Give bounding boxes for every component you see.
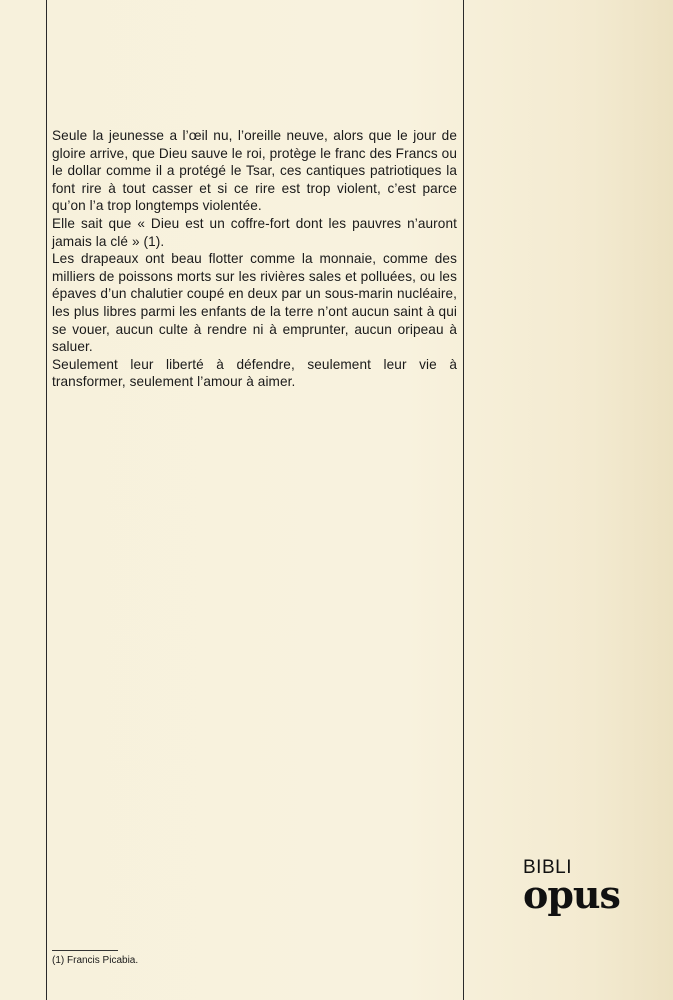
publisher-logo — [523, 857, 643, 917]
left-margin-rule — [46, 0, 47, 1000]
footnote: (1) Francis Picabia. — [52, 955, 139, 966]
paragraph-4: Seulement leur liberté à défendre, seulement leur vie à transformer, seulement l’amour à aimer. — [52, 356, 457, 390]
right-column-rule — [463, 0, 464, 1000]
footnote-divider — [52, 950, 118, 951]
paragraph-3: Les drapeaux ont beau flotter comme la monnaie, comme des milliers de poissons morts sur les rivières sales et polluées, ou les épaves d’un chalutier coupé en deux par un sous-marin nucléaire, les plus libres parmi les enfants de la terre n’ont aucun saint à qui se vouer, aucun culte à rendre ni à emprunter, aucun oripeau à saluer. — [52, 251, 457, 355]
logo-line-bibli: BIBLI — [523, 857, 572, 878]
paragraph-2: Elle sait que « Dieu est un coffre-fort dont les pauvres n’auront jamais la clé » (1). — [52, 215, 457, 249]
paragraph-1: Seule la jeunesse a l’œil nu, l’oreille neuve, alors que le jour de gloire arrive, que Dieu sauve le roi, protège le franc des Francs ou le dollar comme il a protégé le Tsar, ces cantiques patriotiques la font rire à tout casser et si ce rire est trop violent, c’est parce qu’on l’a trop longtemps violentée. — [52, 128, 458, 214]
body-text — [52, 127, 457, 391]
logo-line-opus: opus — [523, 872, 620, 917]
